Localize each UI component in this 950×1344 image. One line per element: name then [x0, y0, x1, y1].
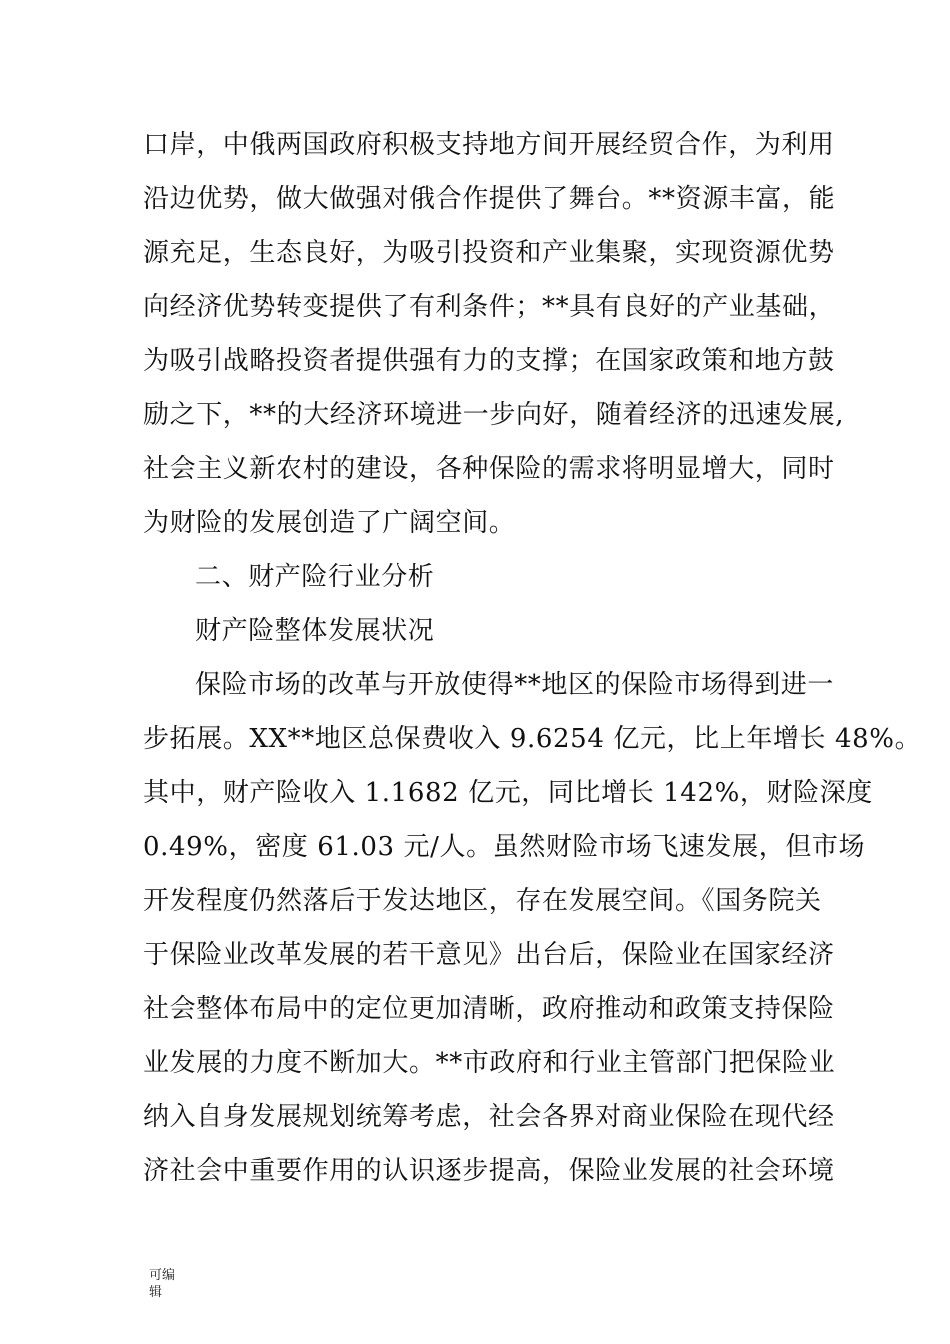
- body-line-8: 为财险的发展创造了广阔空间。: [143, 508, 516, 538]
- body-line-19: 纳入自身发展规划统筹考虑，社会各界对商业保险在现代经: [143, 1102, 835, 1132]
- body-line-17: 社会整体布局中的定位更加清晰，政府推动和政策支持保险: [143, 994, 835, 1024]
- body-line-13: 其中，财产险收入 1.1682 亿元，同比增长 142%，财险深度: [143, 778, 873, 808]
- body-line-20: 济社会中重要作用的认识逐步提高，保险业发展的社会环境: [143, 1156, 835, 1186]
- editable-footer-label: [149, 1267, 189, 1301]
- body-line-3: 源充足，生态良好，为吸引投资和产业集聚，实现资源优势: [143, 238, 835, 268]
- subsection-heading: 财产险整体发展状况: [195, 616, 435, 646]
- section-heading: 二、财产险行业分析: [195, 562, 435, 592]
- footer-label-line-2: 辑: [149, 1285, 163, 1300]
- body-line-12: 步拓展。XX**地区总保费收入 9.6254 亿元，比上年增长 48%。: [143, 724, 922, 754]
- footer-label-line-1: 可编: [149, 1268, 176, 1283]
- body-line-2: 沿边优势，做大做强对俄合作提供了舞台。**资源丰富，能: [143, 184, 836, 214]
- body-line-16: 于保险业改革发展的若干意见》出台后，保险业在国家经济: [143, 940, 835, 970]
- body-line-18: 业发展的力度不断加大。**市政府和行业主管部门把保险业: [143, 1048, 836, 1078]
- body-line-5: 为吸引战略投资者提供强有力的支撑；在国家政策和地方鼓: [143, 346, 835, 376]
- body-line-15: 开发程度仍然落后于发达地区，存在发展空间。《国务院关: [143, 886, 822, 916]
- body-line-14: 0.49%，密度 61.03 元/人。虽然财险市场飞速发展，但市场: [143, 832, 866, 862]
- body-line-11: 保险市场的改革与开放使得**地区的保险市场得到进一: [195, 670, 835, 700]
- body-line-4: 向经济优势转变提供了有利条件；**具有良好的产业基础，: [143, 292, 836, 322]
- body-line-6: 励之下，**的大经济环境进一步向好，随着经济的迅速发展,: [143, 400, 845, 430]
- body-line-1: 口岸，中俄两国政府积极支持地方间开展经贸合作，为利用: [143, 130, 835, 160]
- body-line-7: 社会主义新农村的建设，各种保险的需求将明显增大，同时: [143, 454, 835, 484]
